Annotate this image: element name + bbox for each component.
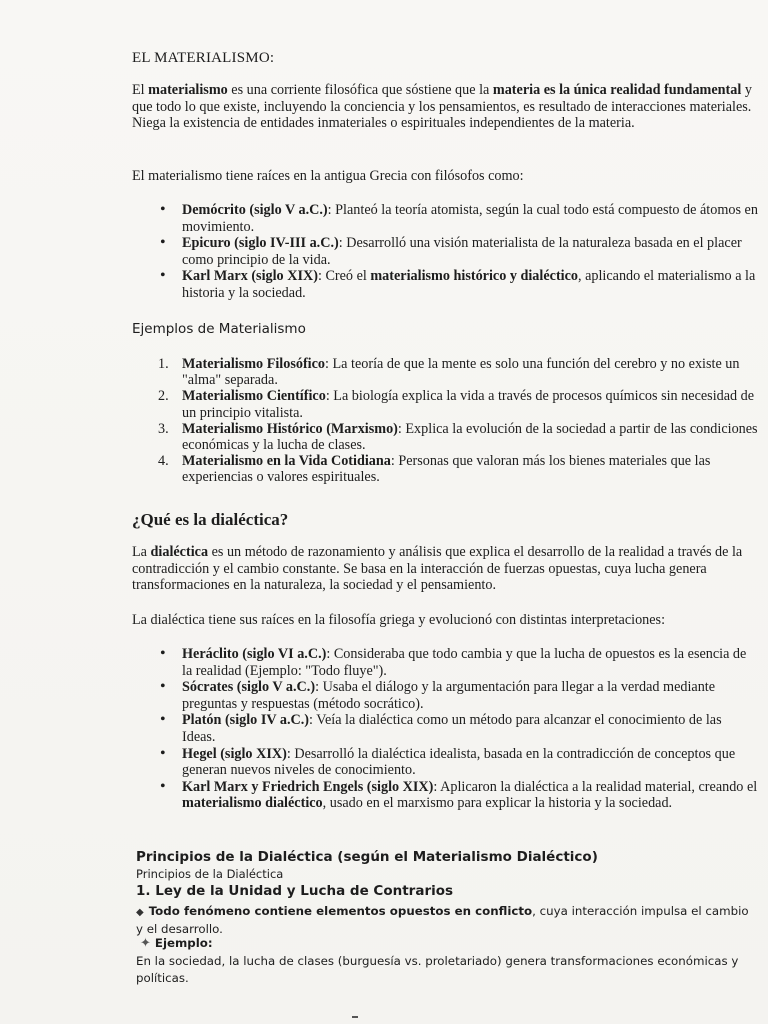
list-item: 3. Materialismo Histórico (Marxismo): Explica la evolución de la sociedad a partir de las condiciones económicas y la lucha de clases.	[158, 420, 758, 454]
roots-paragraph: El materialismo tiene raíces en la antigua Grecia con filósofos como:	[132, 168, 524, 184]
list-item: • Epicuro (siglo IV-III a.C.): Desarrolló una visión materialista de la naturaleza basada en el placer como principio de la vida.	[160, 235, 758, 268]
principles-subheading: Principios de la Dialéctica	[136, 867, 284, 881]
list-item: • Karl Marx (siglo XIX): Creó el materialismo histórico y dialéctico, aplicando el materialismo a la historia y la sociedad.	[160, 268, 758, 301]
intro-bold-1: materialismo	[148, 82, 228, 98]
thinkers-list	[160, 646, 758, 812]
example-label: ✦ Ejemplo:	[140, 936, 213, 951]
list-item: • Demócrito (siglo V a.C.): Planteó la teoría atomista, según la cual todo está compuesto de átomos en movimiento.	[160, 202, 758, 235]
intro-bold-2: materia es la única realidad fundamental	[492, 82, 742, 98]
list-item: 4. Materialismo en la Vida Cotidiana: Personas que valoran más los bienes materiales que las experiencias o valores espirituales.	[158, 453, 711, 486]
intro-paragraph	[132, 82, 754, 132]
page-mark	[352, 1016, 358, 1018]
list-item: • Sócrates (siglo V a.C.): Usaba el diálogo y la argumentación para llegar a la verdad mediante preguntas y respuestas (método socrático).	[160, 679, 758, 712]
example-text: En la sociedad, la lucha de clases (burguesía vs. proletariado) genera transformaciones económicas y políticas.	[136, 954, 739, 985]
examples-list	[158, 356, 758, 486]
philosophers-list	[160, 202, 758, 302]
law-title: 1. Ley de la Unidad y Lucha de Contrarios	[136, 883, 454, 899]
list-item: 2. Materialismo Científico: La biología explica la vida a través de procesos químicos sin necesidad de un principio vitalista.	[158, 388, 755, 421]
list-item: • Heráclito (siglo VI a.C.): Consideraba que todo cambia y que la lucha de opuestos es la esencia de la realidad (Ejemplo: "Todo fluye").	[160, 646, 758, 679]
list-item: • Karl Marx y Friedrich Engels (siglo XIX): Aplicaron la dialéctica a la realidad material, creando el materialismo dialéctico, usado en el marxismo para explicar la historia y la sociedad.	[160, 779, 758, 812]
list-item: • Platón (siglo IV a.C.): Veía la dialéctica como un método para alcanzar el conocimiento de las Ideas.	[160, 712, 758, 745]
examples-heading: Ejemplos de Materialismo	[132, 321, 306, 337]
list-item: • Hegel (siglo XIX): Desarrolló la dialéctica idealista, basada en la contradicción de conceptos que generan nuevos niveles de conocimiento.	[160, 746, 758, 779]
dialectic-paragraph: La dialéctica es un método de razonamiento y análisis que explica el desarrollo de la realidad a través de la contradicción y el cambio constante. Se basa en la interacción de fuerzas opuestas, cuya lucha genera transformaciones en la naturaleza, la sociedad y el pensamiento.	[132, 544, 743, 594]
intro-text-2: es una corriente filosófica que sóstiene que la	[227, 82, 493, 98]
dialectic-heading: ¿Qué es la dialéctica?	[132, 510, 289, 529]
list-item: 1. Materialismo Filosófico: La teoría de que la mente es solo una función del cerebro y no existe un "alma" separada.	[158, 356, 740, 389]
diamond-bullet-icon: ◆	[136, 907, 144, 918]
principles-heading: Principios de la Dialéctica (según el Materialismo Dialéctico)	[136, 849, 598, 865]
pointer-icon: ✦	[140, 936, 151, 951]
intro-text-1: El	[132, 82, 149, 98]
doc-title: EL MATERIALISMO:	[132, 50, 275, 66]
dialectic-roots-paragraph: La dialéctica tiene sus raíces en la filosofía griega y evolucionó con distintas interpretaciones:	[132, 612, 666, 628]
intro-text-3: y que todo lo que existe, incluyendo la conciencia y los pensamientos, es resultado de interacciones materiales. Niega la existencia de entidades inmateriales o espirituales independientes de la materia.	[132, 82, 752, 132]
law-description: ◆ Todo fenómeno contiene elementos opuestos en conflicto, cuya interacción impulsa el cambio y el desarrollo.	[136, 904, 749, 936]
